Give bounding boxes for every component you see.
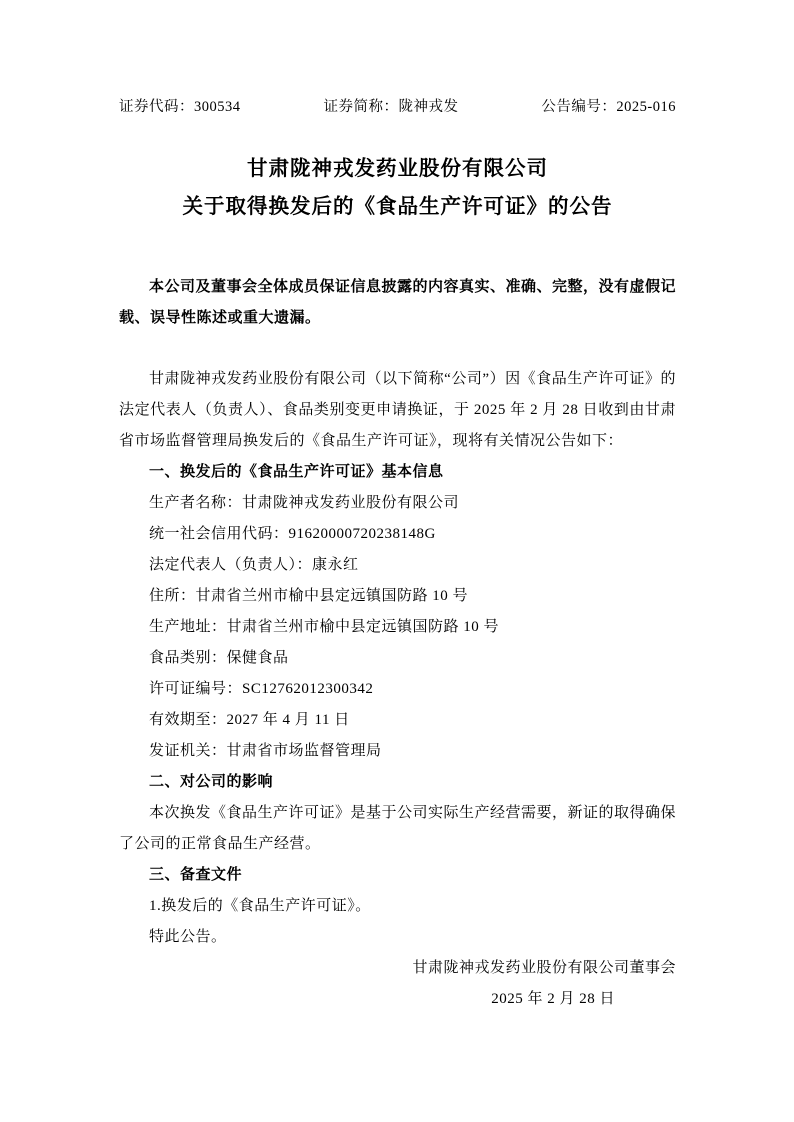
document-header — [119, 96, 676, 118]
info-issuing-authority: 发证机关：甘肃省市场监督管理局 — [149, 743, 382, 759]
section2-heading: 二、对公司的影响 — [149, 774, 274, 790]
closing-line: 特此公告。 — [149, 929, 227, 945]
reference-document-item: 1.换发后的《食品生产许可证》。 — [149, 898, 371, 914]
section3-heading: 三、备查文件 — [149, 867, 243, 883]
info-residence: 住所：甘肃省兰州市榆中县定远镇国防路 10 号 — [149, 588, 469, 604]
signature-block — [119, 953, 676, 1015]
section1-heading: 一、换发后的《食品生产许可证》基本信息 — [149, 464, 444, 480]
impact-paragraph: 本次换发《食品生产许可证》是基于公司实际生产经营需要，新证的取得确保了公司的正常食品生产经营。 — [119, 805, 677, 852]
info-food-category: 食品类别：保健食品 — [149, 650, 289, 666]
company-name-title: 甘肃陇神戎发药业股份有限公司 — [247, 158, 548, 180]
disclosure-statement: 本公司及董事会全体成员保证信息披露的内容真实、准确、完整，没有虚假记载、误导性陈述或重大遗漏。 — [119, 279, 677, 326]
announcement-title: 关于取得换发后的《食品生产许可证》的公告 — [182, 196, 613, 218]
info-credit-code: 统一社会信用代码：91620000720238148G — [149, 526, 436, 542]
stock-short-name: 证券简称：陇神戎发 — [323, 99, 459, 115]
info-legal-representative: 法定代表人（负责人）：康永红 — [149, 557, 359, 573]
signature-company: 甘肃陇神戎发药业股份有限公司董事会 — [412, 960, 676, 976]
intro-paragraph: 甘肃陇神戎发药业股份有限公司（以下简称“公司”）因《食品生产许可证》的法定代表人（负责人）、食品类别变更申请换证，于 2025 年 2 月 28 日收到由甘肃省市场监督管理局换发后的《食品生产许可证》，现将有关情况公告如下： — [119, 371, 676, 449]
stock-code: 证券代码：300534 — [119, 99, 241, 115]
info-valid-until: 有效期至：2027 年 4 月 11 日 — [149, 712, 350, 728]
info-license-number: 许可证编号：SC12762012300342 — [149, 681, 374, 697]
info-producer-name: 生产者名称：甘肃陇神戎发药业股份有限公司 — [149, 495, 460, 511]
signature-date: 2025 年 2 月 28 日 — [491, 991, 615, 1007]
announcement-number: 公告编号：2025-016 — [541, 99, 676, 115]
info-production-address: 生产地址：甘肃省兰州市榆中县定远镇国防路 10 号 — [149, 619, 500, 635]
